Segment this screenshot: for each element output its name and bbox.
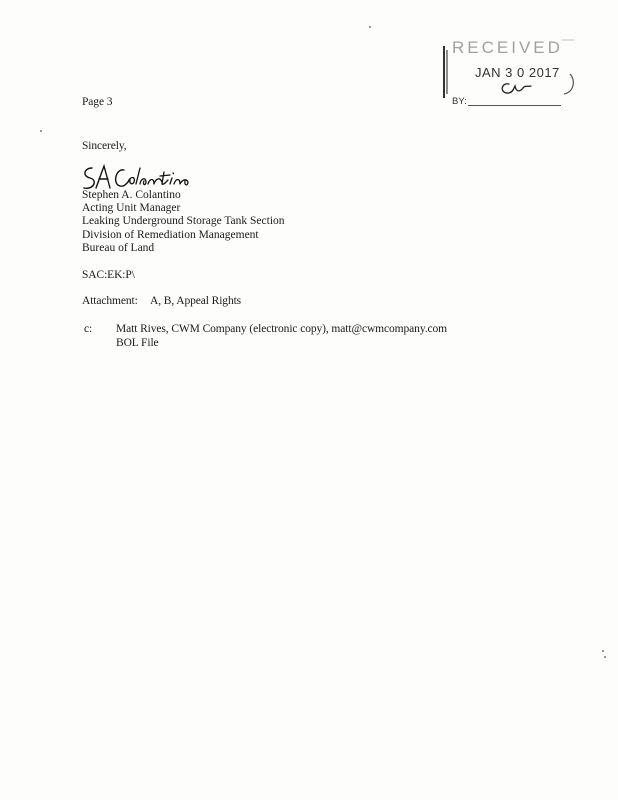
signer-section: Leaking Underground Storage Tank Section	[82, 215, 285, 228]
attachment-label: Attachment:	[82, 295, 138, 307]
cc-recipient-1: Matt Rives, CWM Company (electronic copy), matt@cwmcompany.com	[116, 323, 447, 335]
signature-block	[82, 189, 285, 255]
cc-recipient-2: BOL File	[116, 337, 159, 349]
page-number: Page 3	[82, 96, 113, 108]
stamp-by-line	[468, 105, 561, 106]
attachment-value: A, B, Appeal Rights	[150, 295, 242, 307]
stamp-initials-signature	[497, 78, 537, 98]
stamp-title: RECEIVED	[452, 38, 563, 57]
reference-initials: SAC:EK:P\	[82, 269, 135, 281]
closing: Sincerely,	[82, 140, 127, 152]
scan-speck	[604, 656, 606, 658]
scan-speck	[602, 650, 604, 652]
stamp-date: JAN 3 0 2017	[475, 65, 560, 80]
stamp-by-label: BY:	[452, 96, 467, 107]
signer-division: Division of Remediation Management	[82, 228, 259, 241]
signer-title: Acting Unit Manager	[82, 202, 181, 215]
scan-speck	[40, 130, 42, 132]
cc-label: c:	[84, 323, 93, 335]
signer-name: Stephen A. Colantino	[82, 189, 181, 201]
signer-bureau: Bureau of Land	[82, 241, 155, 254]
scan-speck	[369, 26, 371, 28]
